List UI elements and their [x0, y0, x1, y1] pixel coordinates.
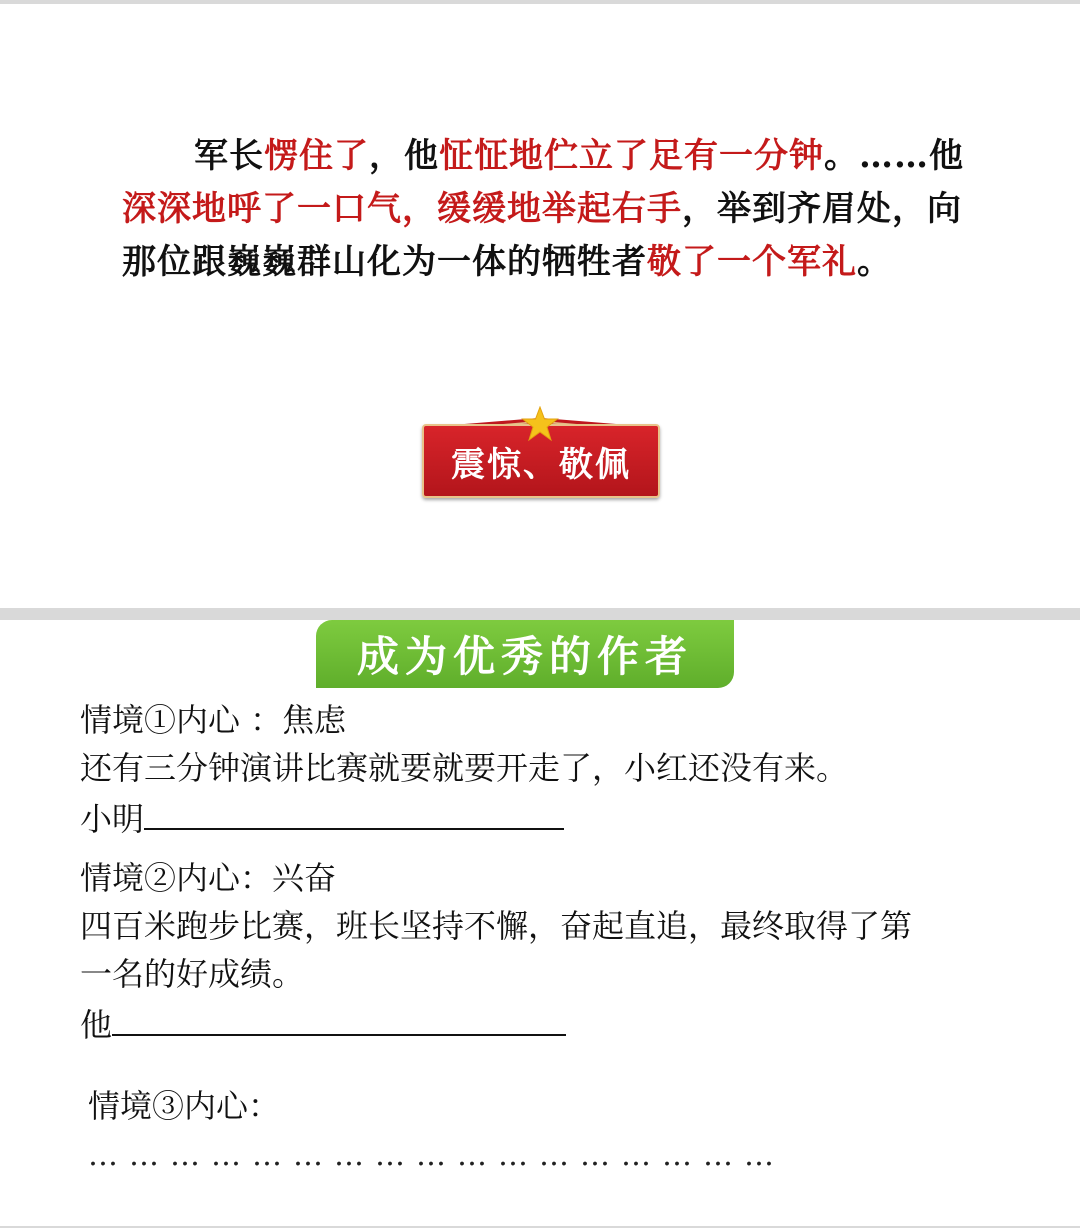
passage-line-3: [122, 236, 1002, 289]
bottom-slide: [0, 620, 1080, 1226]
story-passage: [122, 130, 1002, 289]
situation-1-heading: 情境①内心 ：焦虑: [80, 701, 347, 739]
answer-blank-line[interactable]: [144, 792, 564, 830]
situation-2-heading: 情境②内心：兴奋: [80, 859, 337, 897]
situation-2-text-line-1: 四百米跑步比赛，班长坚持不懈，奋起直追，最终取得了第: [80, 907, 913, 945]
passage-line-1: [122, 130, 1002, 183]
passage-highlight: 怔怔地伫立了足有一分钟: [439, 136, 824, 176]
situation-2-answer-row: [80, 998, 912, 1049]
situation-3: [88, 1082, 785, 1176]
passage-highlight: 敬了一个军礼: [647, 242, 857, 282]
situation-2-prompt: 他: [80, 1006, 113, 1044]
situation-1-prompt: 小明: [80, 800, 145, 838]
situation-1-text: 还有三分钟演讲比赛就要就要开走了，小红还没有来。: [80, 749, 849, 787]
star-icon: [521, 406, 559, 442]
situation-1: [80, 696, 848, 843]
situation-2: [80, 854, 912, 1049]
passage-segment: 。……他: [824, 136, 964, 176]
passage-segment: 军长: [194, 136, 264, 176]
situation-3-dotted-answer-line[interactable]: ……………………………………………: [88, 1138, 785, 1173]
section-banner: [316, 620, 734, 688]
passage-highlight: 深深地呼了一口气，缓缓地举起右手: [122, 189, 682, 229]
badge-label: 震惊、敬佩: [451, 444, 631, 485]
passage-segment: ，他: [369, 136, 439, 176]
situation-3-heading: 情境③内心：: [88, 1087, 281, 1125]
passage-segment: 。: [857, 242, 892, 282]
passage-segment: ，举到齐眉处，向: [682, 189, 962, 229]
passage-segment: 那位跟巍巍群山化为一体的牺牲者: [122, 242, 647, 282]
emotion-badge: [420, 404, 660, 499]
situation-2-text-line-2: 一名的好成绩。: [80, 955, 305, 993]
passage-highlight: 愣住了: [264, 136, 369, 176]
answer-blank-line[interactable]: [112, 998, 566, 1036]
situation-1-answer-row: [80, 792, 848, 843]
top-slide: [0, 4, 1080, 608]
banner-title: 成为优秀的作者: [356, 632, 693, 681]
passage-line-2: [122, 183, 1002, 236]
